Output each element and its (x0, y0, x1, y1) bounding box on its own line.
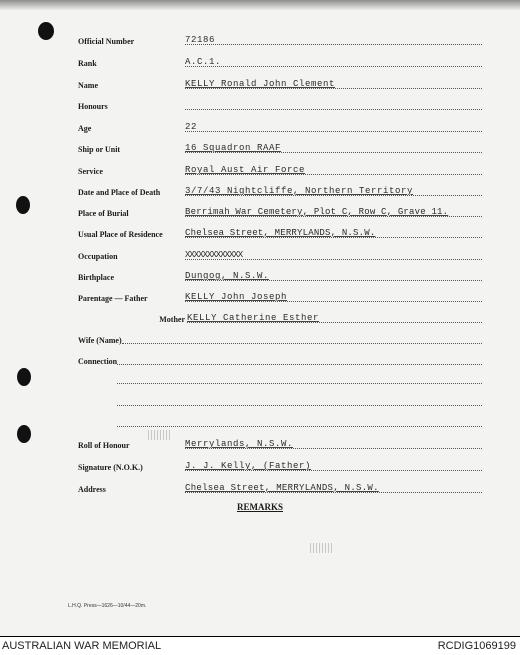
field-usual-residence: Usual Place of Residence Chelsea Street, MERRYLANDS, N.S.W. (78, 226, 482, 240)
father-value: KELLY John Joseph (185, 292, 288, 302)
roll-of-honour-value: Merrylands, N.S.W. (185, 439, 294, 449)
birthplace-value: Dungog, N.S.W. (185, 271, 270, 281)
field-ship-or-unit: Ship or Unit 16 Squadron RAAF (78, 141, 482, 155)
archive-name: AUSTRALIAN WAR MEMORIAL (2, 640, 162, 652)
field-official-number: Official Number 72186 (78, 33, 482, 47)
field-age: Age 22 (78, 120, 482, 134)
field-occupation: Occupation XXXXXXXXXXXXX (78, 248, 482, 262)
official-number-value: 72186 (185, 35, 216, 45)
connection-blank-line (117, 404, 482, 406)
field-father: Parentage — Father KELLY John Joseph (78, 290, 482, 304)
field-wife: Wife (Name) (78, 332, 482, 346)
field-address: Address Chelsea Street, MERRYLANDS, N.S.W. (78, 481, 482, 495)
punch-hole-icon (38, 22, 54, 40)
field-date-place-of-death: Date and Place of Death 3/7/43 Nightcliffe, Northern Territory (78, 184, 482, 198)
archive-id: RCDIG1069199 (437, 640, 516, 652)
mother-value: KELLY Catherine Esther (187, 313, 320, 323)
field-place-of-burial: Place of Burial Berrimah War Cemetery, Plot C, Row C, Grave 11. (78, 205, 482, 219)
occupation-value: XXXXXXXXXXXXX (185, 250, 243, 260)
field-mother: Mother KELLY Catherine Esther (78, 311, 482, 325)
service-value: Royal Aust Air Force (185, 165, 306, 175)
residence-value: Chelsea Street, MERRYLANDS, N.S.W. (185, 228, 376, 238)
address-value: Chelsea Street, MERRYLANDS, N.S.W. (185, 483, 379, 493)
field-birthplace: Birthplace Dungog, N.S.W. (78, 269, 482, 283)
punch-hole-icon (17, 425, 31, 443)
punch-hole-icon (16, 196, 30, 214)
field-honours: Honours (78, 98, 482, 112)
field-signature: Signature (N.O.K.) J. J. Kelly, (Father) (78, 459, 482, 473)
burial-value: Berrimah War Cemetery, Plot C, Row C, Grave 11. (185, 207, 449, 217)
rank-value: A.C.1. (185, 57, 222, 67)
field-service: Service Royal Aust Air Force (78, 163, 482, 177)
field-roll-of-honour: Roll of Honour Merrylands, N.S.W. (78, 437, 482, 451)
age-value: 22 (185, 122, 198, 132)
death-value: 3/7/43 Nightcliffe, Northern Territory (185, 186, 414, 196)
archive-footer (0, 636, 520, 655)
field-name: Name KELLY Ronald John Clement (78, 77, 482, 91)
connection-blank-line (117, 382, 482, 384)
connection-blank-line (117, 425, 482, 427)
field-rank: Rank A.C.1. (78, 55, 482, 69)
remarks-heading: REMARKS (236, 502, 283, 512)
scan-smudge (310, 543, 332, 553)
signature-value: J. J. Kelly, (Father) (185, 461, 312, 471)
scan-top-edge (0, 0, 520, 10)
field-connection: Connection (78, 353, 482, 367)
punch-hole-icon (17, 368, 31, 386)
printer-imprint: L.H.Q. Press—1626—10/44—20m. (68, 603, 147, 609)
name-value: KELLY Ronald John Clement (185, 79, 336, 89)
unit-value: 16 Squadron RAAF (185, 143, 282, 153)
